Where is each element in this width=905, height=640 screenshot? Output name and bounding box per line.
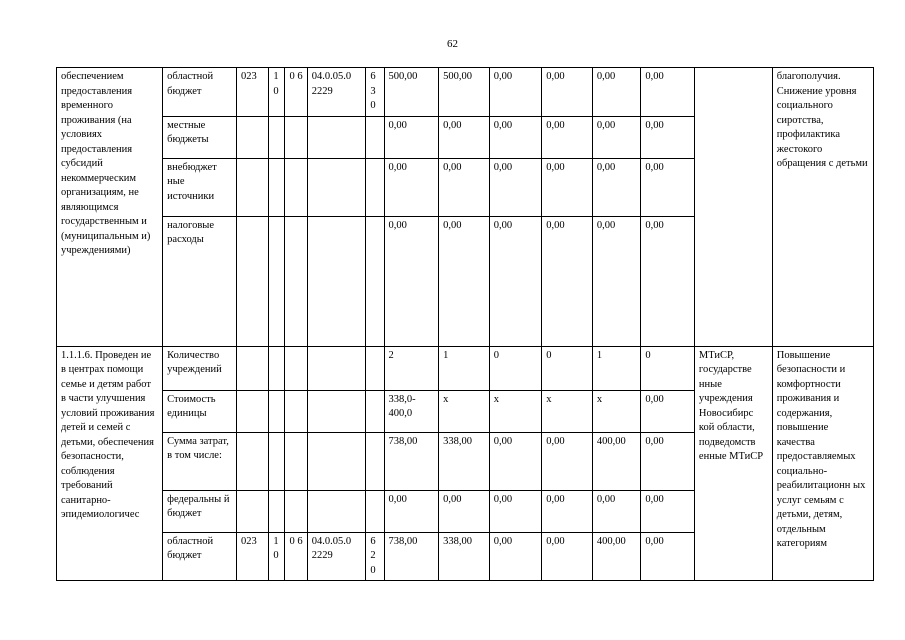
code-pr [285,432,307,490]
value-cell: 0,00 [439,116,490,158]
code-csr [307,158,366,216]
code-vr [366,116,384,158]
value-cell: 0,00 [542,158,593,216]
value-cell: 0,00 [542,532,593,581]
expected-result: Повышение безопасности и комфортности проживания и содержания, повышение качества предоставляемых социально-реабилитационн ых услуг семьям с детьми, детям, отдельным категориям [772,346,873,581]
code-pr [285,216,307,346]
code-vr [366,346,384,390]
value-cell: 400,00 [592,532,641,581]
value-cell: 0,00 [489,490,542,532]
value-cell: 338,00 [439,532,490,581]
value-cell: 0,00 [489,68,542,117]
code-rz [269,432,285,490]
funding-source: федеральны й бюджет [163,490,237,532]
value-cell: 0,00 [592,116,641,158]
funding-source: Количество учреждений [163,346,237,390]
code-grbs [236,490,268,532]
code-csr [307,116,366,158]
value-cell: 738,00 [384,532,439,581]
value-cell: 1 [592,346,641,390]
code-csr [307,346,366,390]
value-cell: 738,00 [384,432,439,490]
value-cell: 0,00 [542,116,593,158]
value-cell: 400,00 [592,432,641,490]
table-row [57,68,874,117]
value-cell: 338,00 [439,432,490,490]
code-pr [285,116,307,158]
value-cell: 0,00 [641,68,695,117]
value-cell: 0,00 [641,532,695,581]
value-cell: 338,0-400,0 [384,390,439,432]
funding-source: областной бюджет [163,532,237,581]
value-cell: 0,00 [542,490,593,532]
value-cell: 0 [641,346,695,390]
code-pr: 0 6 [285,68,307,117]
value-cell: x [542,390,593,432]
task-description: обеспечением предоставления временного проживания (на условиях предоставления субсидий некоммерческим организациям, не являющимся государственным и (муниципальным и) учреждениями) [57,68,163,347]
code-csr [307,490,366,532]
code-grbs: 023 [236,532,268,581]
code-pr: 0 6 [285,532,307,581]
value-cell: 0,00 [542,68,593,117]
value-cell: 0,00 [384,216,439,346]
code-vr [366,490,384,532]
funding-source: налоговые расходы [163,216,237,346]
value-cell: 0,00 [384,158,439,216]
value-cell: 0,00 [592,68,641,117]
value-cell: 0,00 [489,432,542,490]
code-vr [366,216,384,346]
code-rz: 1 0 [269,532,285,581]
value-cell: 2 [384,346,439,390]
value-cell: 0,00 [384,490,439,532]
funding-source: Стоимость единицы [163,390,237,432]
code-pr [285,390,307,432]
code-rz [269,490,285,532]
code-rz [269,216,285,346]
value-cell: 500,00 [384,68,439,117]
code-grbs [236,432,268,490]
value-cell: 500,00 [439,68,490,117]
value-cell: 0,00 [489,116,542,158]
value-cell: 0,00 [592,158,641,216]
code-grbs [236,346,268,390]
value-cell: x [489,390,542,432]
code-csr: 04.0.05.0 2229 [307,532,366,581]
code-pr [285,346,307,390]
code-vr [366,432,384,490]
page-number: 62 [447,38,458,50]
value-cell: x [592,390,641,432]
task-description: 1.1.1.6. Проведен ие в центрах помощи семье и детям работ в части улучшения условий проживания детей и семей с детьми, обеспечения безопасности, соблюдения требований санитарно-эпидемиологичес [57,346,163,581]
value-cell: 0,00 [592,490,641,532]
funding-source: местные бюджеты [163,116,237,158]
table-row [57,346,874,390]
funding-source: внебюджет ные источники [163,158,237,216]
value-cell: 0,00 [641,432,695,490]
code-vr: 63 0 [366,68,384,117]
value-cell: 0,00 [641,158,695,216]
value-cell: 0 [489,346,542,390]
value-cell: 0,00 [542,432,593,490]
code-grbs [236,116,268,158]
value-cell: 0,00 [542,216,593,346]
code-grbs [236,216,268,346]
funding-source: областной бюджет [163,68,237,117]
code-csr: 04.0.05.0 2229 [307,68,366,117]
value-cell: 0 [542,346,593,390]
code-pr [285,490,307,532]
code-grbs [236,158,268,216]
executor-cell: МТиСР, государстве нные учреждения Новосибирс кой области, подведомств енные МТиСР [694,346,772,581]
value-cell: 0,00 [641,390,695,432]
funding-table [56,67,874,581]
value-cell: 0,00 [384,116,439,158]
value-cell: 0,00 [489,158,542,216]
code-rz [269,158,285,216]
expected-result: благополучия. Снижение уровня социального сиротства, профилактика жестокого обращения с детьми [772,68,873,347]
code-rz: 1 0 [269,68,285,117]
value-cell: 0,00 [439,158,490,216]
code-rz [269,116,285,158]
code-vr [366,390,384,432]
code-pr [285,158,307,216]
table-body [57,68,874,581]
value-cell: 0,00 [439,216,490,346]
funding-source: Сумма затрат, в том числе: [163,432,237,490]
value-cell: 0,00 [489,216,542,346]
code-vr: 62 0 [366,532,384,581]
value-cell: 0,00 [641,216,695,346]
code-vr [366,158,384,216]
code-csr [307,432,366,490]
value-cell: 0,00 [489,532,542,581]
code-csr [307,216,366,346]
value-cell: 1 [439,346,490,390]
code-rz [269,390,285,432]
value-cell: 0,00 [641,116,695,158]
code-rz [269,346,285,390]
code-csr [307,390,366,432]
value-cell: 0,00 [439,490,490,532]
value-cell: x [439,390,490,432]
executor-cell [694,68,772,347]
value-cell: 0,00 [592,216,641,346]
code-grbs: 023 [236,68,268,117]
code-grbs [236,390,268,432]
value-cell: 0,00 [641,490,695,532]
